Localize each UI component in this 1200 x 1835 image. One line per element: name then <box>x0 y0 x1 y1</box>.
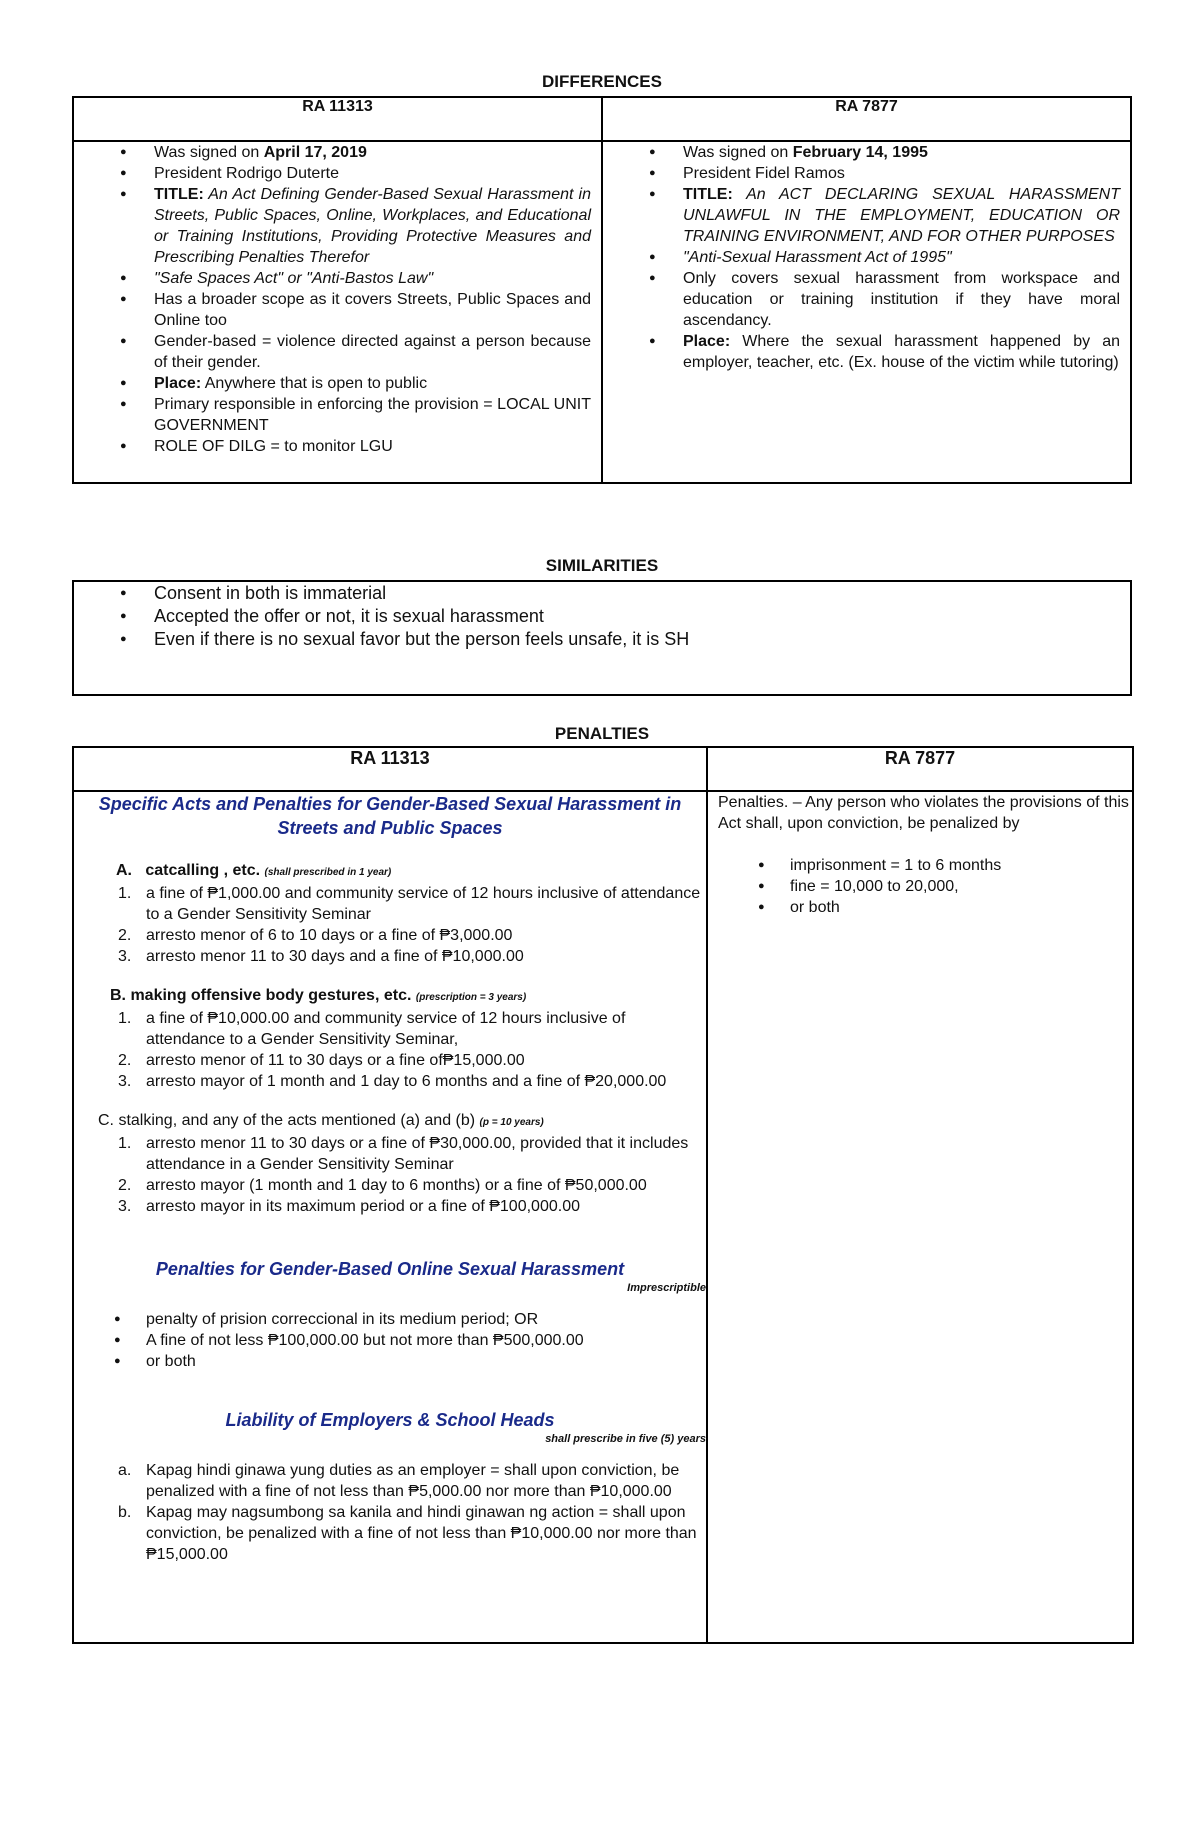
group-a-heading: A. catcalling , etc. (shall prescribed in 1 year) <box>116 862 392 879</box>
list-item: ● Place: Anywhere that is open to public <box>74 373 601 394</box>
list-item: a. Kapag hindi ginawa yung duties as an employer = shall upon conviction, be penalized with a fine of not less than ₱5,000.00 nor more than ₱10,000.00 <box>118 1462 680 1500</box>
list-item: ● Primary responsible in enforcing the provision = LOCAL UNIT GOVERNMENT <box>74 394 601 436</box>
streets-heading: Specific Acts and Penalties for Gender-Based Sexual Harassment in Streets and Public Spaces <box>98 794 682 838</box>
list-item: ● "Anti-Sexual Harassment Act of 1995" <box>603 247 1130 268</box>
list-item: ● Was signed on April 17, 2019 <box>74 142 601 163</box>
list-item: 3. arresto mayor of 1 month and 1 day to 6 months and a fine of ₱20,000.00 <box>118 1073 667 1090</box>
list-item: 1. a fine of ₱10,000.00 and community service of 12 hours inclusive of attendance to a Gender Sensitivity Seminar, <box>118 1010 626 1048</box>
penalties-col1-header: RA 11313 <box>73 747 707 791</box>
list-item: ● President Fidel Ramos <box>603 163 1130 184</box>
list-item: ● or both <box>74 1351 706 1372</box>
list-item: 1. arresto menor 11 to 30 days or a fine of ₱30,000.00, provided that it includes attendance in a Gender Sensitivity Seminar <box>118 1135 689 1173</box>
differences-col2-header: RA 7877 <box>602 97 1131 141</box>
list-item: ● Only covers sexual harassment from workspace and education or training institution if they have moral ascendancy. <box>603 268 1130 331</box>
list-item: ● imprisonment = 1 to 6 months <box>718 855 1132 876</box>
list-item: ● or both <box>718 897 1132 918</box>
list-item: ● Even if there is no sexual favor but the person feels unsafe, it is SH <box>74 628 1130 651</box>
list-item: 2. arresto menor of 11 to 30 days or a fine of₱15,000.00 <box>118 1052 525 1069</box>
list-item: ● TITLE: An Act Defining Gender-Based Sexual Harassment in Streets, Public Spaces, Online, Workplaces, and Educational or Training Institutions, Providing Protective Measures and Prescribing Penalties Therefor <box>74 184 601 268</box>
list-item: ● ROLE OF DILG = to monitor LGU <box>74 436 601 457</box>
list-item: ● "Safe Spaces Act" or "Anti-Bastos Law" <box>74 268 601 289</box>
list-item: ● Place: Where the sexual harassment happened by an employer, teacher, etc. (Ex. house of the victim while tutoring) <box>603 331 1130 373</box>
online-note: Imprescriptible <box>627 1282 706 1294</box>
differences-table <box>72 96 1132 484</box>
list-item: 2. arresto menor of 6 to 10 days or a fine of ₱3,000.00 <box>118 927 513 944</box>
employers-note: shall prescribe in five (5) years <box>545 1433 706 1445</box>
penalties-table <box>72 746 1134 1644</box>
group-b-heading: B. making offensive body gestures, etc. (prescription = 3 years) <box>110 987 527 1004</box>
list-item: ● Accepted the offer or not, it is sexual harassment <box>74 605 1130 628</box>
list-item: 3. arresto mayor in its maximum period or a fine of ₱100,000.00 <box>118 1198 580 1215</box>
list-item: 3. arresto menor 11 to 30 days and a fine of ₱10,000.00 <box>118 948 524 965</box>
penalties-col1 <box>73 791 707 1643</box>
penalties-title: PENALTIES <box>554 724 650 743</box>
differences-col1 <box>73 141 602 483</box>
online-heading: Penalties for Gender-Based Online Sexual Harassment <box>155 1259 625 1279</box>
list-item: ● Consent in both is immaterial <box>74 582 1130 605</box>
differences-col1-header: RA 11313 <box>73 97 602 141</box>
list-item: 1. a fine of ₱1,000.00 and community service of 12 hours inclusive of attendance to a Gender Sensitivity Seminar <box>118 885 701 923</box>
list-item: ● penalty of prision correccional in its medium period; OR <box>74 1309 706 1330</box>
penalties-intro: Penalties. – Any person who violates the provisions of this Act shall, upon conviction, be penalized by <box>718 794 1129 832</box>
similarities-box <box>72 580 1132 696</box>
differences-col2 <box>602 141 1131 483</box>
similarities-content <box>73 581 1131 695</box>
penalties-col2-header: RA 7877 <box>707 747 1133 791</box>
list-item: b. Kapag may nagsumbong sa kanila and hindi ginawan ng action = shall upon conviction, be penalized with a fine of not less than ₱10,000.00 nor more than ₱15,000.00 <box>118 1504 697 1563</box>
list-item: ● Was signed on February 14, 1995 <box>603 142 1130 163</box>
list-item: ● A fine of not less ₱100,000.00 but not more than ₱500,000.00 <box>74 1330 706 1351</box>
list-item: ● TITLE: An ACT DECLARING SEXUAL HARASSMENT UNLAWFUL IN THE EMPLOYMENT, EDUCATION OR TRAINING ENVIRONMENT, AND FOR OTHER PURPOSES <box>603 184 1130 247</box>
employers-heading: Liability of Employers & School Heads <box>225 1410 555 1430</box>
differences-title: DIFFERENCES <box>542 72 662 91</box>
list-item: 2. arresto mayor (1 month and 1 day to 6 months) or a fine of ₱50,000.00 <box>118 1177 647 1194</box>
list-item: ● Has a broader scope as it covers Streets, Public Spaces and Online too <box>74 289 601 331</box>
similarities-title: SIMILARITIES <box>545 556 659 575</box>
list-item: ● President Rodrigo Duterte <box>74 163 601 184</box>
group-c-heading: C. stalking, and any of the acts mentioned (a) and (b) (p = 10 years) <box>98 1112 544 1129</box>
list-item: ● fine = 10,000 to 20,000, <box>718 876 1132 897</box>
list-item: ● Gender-based = violence directed against a person because of their gender. <box>74 331 601 373</box>
penalties-col2 <box>707 791 1133 1643</box>
